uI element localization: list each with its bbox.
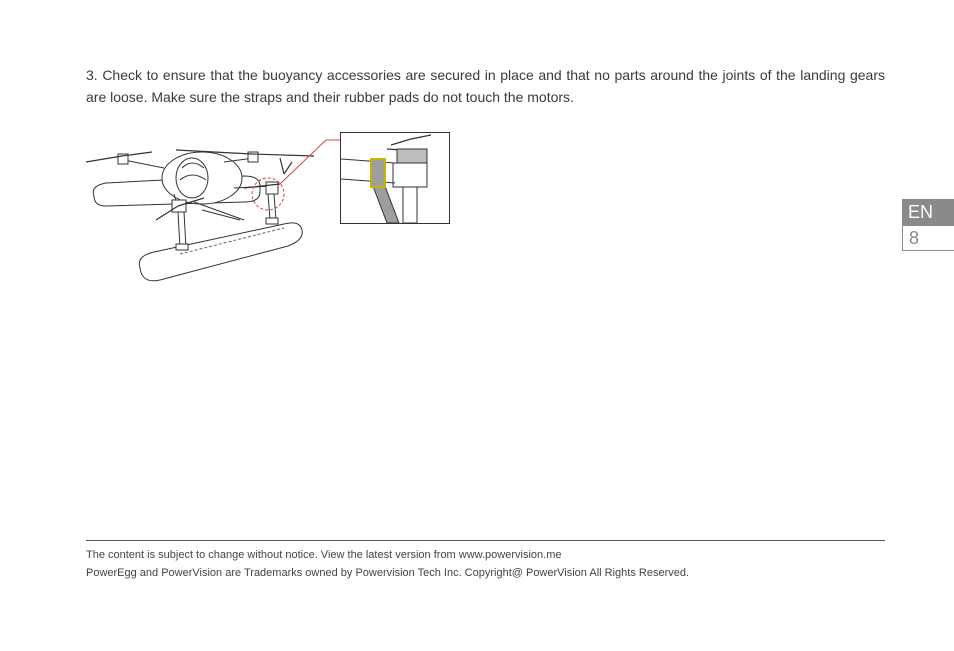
footer-notice: The content is subject to change without notice. View the latest version from www.powervision.me — [86, 549, 562, 561]
footer-divider — [86, 540, 885, 541]
step-number: 3. — [86, 67, 98, 83]
instruction-step-3 — [86, 64, 885, 108]
front-pontoon — [139, 223, 302, 281]
strap-rubber-pad — [371, 159, 385, 187]
step-text: Check to ensure that the buoyancy accessories are secured in place and that no parts around the joints of the landing gears are loose. Make sure the straps and their rubber pads do not touch the motors. — [86, 67, 885, 105]
callout-line — [280, 140, 326, 184]
motor — [397, 149, 427, 163]
footer-trademark: PowerEgg and PowerVision are Trademarks owned by Powervision Tech Inc. Copyright@ PowerVision All Rights Reserved. — [86, 567, 690, 579]
language-page-tab — [902, 199, 954, 251]
motor-strap-detail-inset — [340, 132, 450, 224]
page-number: 8 — [902, 226, 954, 251]
language-code: EN — [902, 199, 954, 226]
